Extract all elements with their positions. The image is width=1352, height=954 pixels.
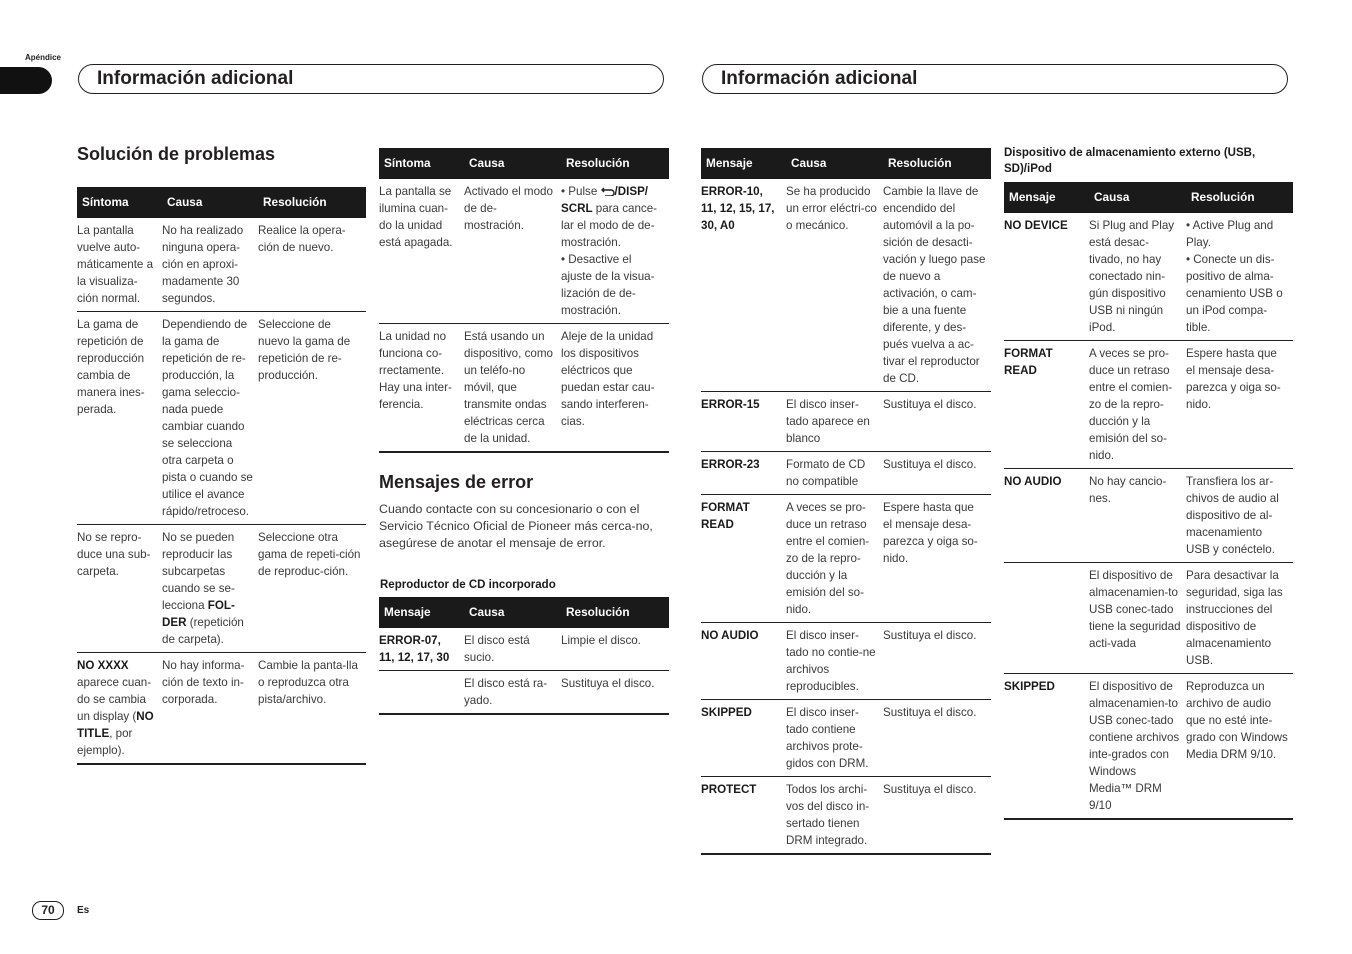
cause-cell: Se ha producido un error eléctri-co o mecánico.	[786, 185, 877, 232]
cd-errors-table-wrap	[379, 597, 669, 715]
table-row	[1004, 341, 1293, 469]
table-header-row	[379, 148, 669, 179]
table-header-row	[379, 597, 669, 628]
table-row	[1004, 674, 1293, 820]
caption-text: incorporado	[485, 579, 556, 591]
table-row	[77, 525, 366, 653]
column-header: Mensaje	[701, 148, 786, 179]
resolution-text: • Pulse	[561, 185, 601, 198]
table-row	[379, 324, 669, 453]
cause-cell: El disco inser-tado contiene archivos prote-gidos con DRM.	[786, 706, 869, 770]
back-icon	[601, 187, 615, 196]
resolution-cell: Sustituya el disco.	[561, 677, 655, 690]
right-section-title: Información adicional	[702, 64, 1288, 94]
table-row	[1004, 469, 1293, 563]
cause-cell: El disco está ra-yado.	[464, 677, 548, 707]
column-header: Síntoma	[77, 187, 162, 218]
message-cell: ERROR-07, 11, 12, 17, 30	[379, 634, 450, 664]
column-header: Resolución	[883, 148, 991, 179]
resolution-cell: Cambie la panta-lla o reproduzca otra pista/archivo.	[258, 659, 358, 706]
message-cell: NO DEVICE	[1004, 219, 1068, 232]
cause-cell: A veces se pro-duce un retraso entre el comien-zo de la repro-ducción y la emisión del so-nido.	[1089, 347, 1173, 462]
resolution-cell: Sustituya el disco.	[883, 706, 977, 719]
troubleshooting-table	[77, 187, 366, 765]
resolution-cell	[561, 179, 669, 324]
cause-cell: El dispositivo de almacenamien-to USB conec-tado tiene la seguridad acti-vada	[1089, 569, 1181, 650]
table-row	[701, 777, 991, 855]
table-row	[77, 218, 366, 312]
cause-cell: El disco inser-tado aparece en blanco	[786, 398, 870, 445]
message-cell: NO AUDIO	[1004, 475, 1062, 488]
troubleshooting-table-2-wrap	[379, 148, 669, 453]
language-label: Es	[77, 905, 90, 916]
column-header: Resolución	[561, 148, 669, 179]
cause-cell: El disco inser-tado no contie-ne archivos reproducibles.	[786, 629, 876, 693]
message-cell: ERROR-23	[701, 458, 760, 471]
column-header: Resolución	[258, 187, 366, 218]
cd-player-caption	[380, 577, 556, 593]
table-row	[701, 495, 991, 623]
resolution-cell: Aleje de la unidad los dispositivos eléctricos que puedan estar cau-sando interferen-cias.	[561, 330, 655, 428]
cause-cell: El disco está sucio.	[464, 628, 561, 671]
column-header: Mensaje	[379, 597, 464, 628]
resolution-cell: Realice la opera-ción de nuevo.	[258, 224, 346, 254]
table-row	[1004, 213, 1293, 341]
cause-cell: No hay informa-ción de texto in-corporada.	[162, 659, 245, 706]
table-row	[77, 653, 366, 765]
troubleshooting-table-wrap	[77, 187, 366, 765]
table-row	[701, 623, 991, 700]
table-header-row	[77, 187, 366, 218]
cause-cell: Todos los archi-vos del disco in-sertado tienen DRM integrado.	[786, 783, 870, 847]
symptom-cell: La pantalla vuelve auto-máticamente a la visualiza-ción normal.	[77, 224, 154, 305]
table-row	[77, 312, 366, 525]
table-header-row	[701, 148, 991, 179]
resolution-cell: Sustituya el disco.	[883, 783, 977, 796]
cause-cell: Está usando un dispositivo, como un teléfo-no móvil, que transmite ondas eléctricas cerca de la unidad.	[464, 330, 553, 445]
message-cell: SKIPPED	[1004, 680, 1055, 693]
column-header: Mensaje	[1004, 182, 1089, 213]
resolution-cell: Sustituya el disco.	[883, 629, 977, 642]
cause-text: No se pueden reproducir las subcarpetas cuando se se-lecciona	[162, 531, 235, 612]
cause-cell	[162, 525, 258, 653]
cause-cell: No hay cancio-nes.	[1089, 469, 1186, 563]
resolution-cell: Sustituya el disco.	[883, 398, 977, 411]
usb-ipod-caption: Dispositivo de almacenamiento externo (USB, SD)/iPod	[1004, 147, 1256, 175]
resolution-cell: Seleccione otra gama de repeti-ción de reproduc-ción.	[258, 531, 361, 578]
column-header: Causa	[1089, 182, 1186, 213]
cd-errors-continued-wrap	[701, 148, 991, 855]
column-header: Causa	[162, 187, 258, 218]
cause-cell: A veces se pro-duce un retraso entre el comien-zo de la repro-ducción y la emisión del so-nido.	[786, 501, 870, 616]
symptom-cell: No se repro-duce una sub-carpeta.	[77, 531, 151, 578]
message-cell: FORMAT READ	[701, 501, 750, 531]
resolution-cell: Cambie la llave de encendido del automóvil a la po-sición de desacti-vación y luego pase de nuevo a activación, o cam-bie a una fuente diferente, y des-pués vuelva a ac-tivar el reproductor de CD.	[883, 185, 986, 385]
column-header: Causa	[464, 597, 561, 628]
message-label: NO XXXX	[77, 659, 129, 672]
cause-cell: Dependiendo de la gama de repetición de re-producción, la gama seleccio-nada puede cambiar cuando se selecciona otra carpeta o pista o cuando se utilice el avance rápido/retroceso.	[162, 318, 253, 518]
symptom-cell: La pantalla se ilumina cuan-do la unidad está apagada.	[379, 185, 453, 249]
resolution-cell: Limpie el disco.	[561, 628, 669, 671]
symptom-cell	[77, 653, 162, 765]
folder-mode-label: FOL-DER	[162, 599, 235, 629]
resolution-cell: • Active Plug and Play. • Conecte un dis-positivo de alma-cenamiento USB o un iPod compa-tible.	[1186, 219, 1283, 334]
message-cell: ERROR-10, 11, 12, 15, 17, 30, A0	[701, 185, 775, 232]
resolution-text: para cance-lar el modo de de-mostración.	[561, 202, 658, 249]
column-header: Causa	[786, 148, 883, 179]
usb-errors-table	[1004, 182, 1293, 820]
message-cell: SKIPPED	[701, 706, 752, 719]
troubleshooting-table-2	[379, 148, 669, 453]
cause-text: (repetición de carpeta).	[162, 616, 244, 646]
cause-cell: No ha realizado ninguna opera-ción en aproxi-madamente 30 segundos.	[162, 224, 244, 305]
message-cell	[1004, 563, 1089, 674]
table-row	[701, 392, 991, 452]
caption-text: CD	[468, 579, 486, 591]
message-cell: NO AUDIO	[701, 629, 759, 642]
cause-cell: Formato de CD no compatible	[786, 458, 866, 488]
cause-cell: Activado el modo de de-mostración.	[464, 185, 553, 232]
table-row	[701, 179, 991, 392]
column-header: Resolución	[561, 597, 669, 628]
column-header: Síntoma	[379, 148, 464, 179]
table-header-row	[1004, 182, 1293, 213]
disp-scrl-label: /DISP/ SCRL	[561, 185, 649, 215]
table-row	[379, 671, 669, 715]
message-cell: FORMAT READ	[1004, 347, 1053, 377]
table-row	[379, 628, 669, 671]
resolution-cell: Reproduzca un archivo de audio que no esté inte-grado con Windows Media DRM 9/10.	[1186, 680, 1288, 761]
left-section-title: Información adicional	[78, 64, 664, 94]
resolution-cell: Espere hasta que el mensaje desa-parezca y oiga so-nido.	[1186, 347, 1281, 411]
symptom-text: aparece cuan-do se cambia un display (	[77, 676, 152, 723]
message-cell	[379, 671, 464, 715]
resolution-cell: Sustituya el disco.	[883, 458, 977, 471]
table-row	[701, 452, 991, 495]
message-cell: ERROR-15	[701, 398, 760, 411]
symptom-cell: La unidad no funciona co-rrectamente. Hay una inter-ferencia.	[379, 330, 452, 411]
appendix-label: Apéndice	[25, 53, 62, 62]
message-label: NO TITLE	[77, 710, 154, 740]
message-cell: PROTECT	[701, 783, 757, 796]
cd-errors-table	[379, 597, 669, 715]
cd-errors-continued-table	[701, 148, 991, 855]
resolution-cell: Seleccione de nuevo la gama de repetición de re-producción.	[258, 318, 351, 382]
symptom-cell: La gama de repetición de reproducción cambia de manera ines-perada.	[77, 318, 145, 416]
column-header: Causa	[464, 148, 561, 179]
resolution-cell: Transfiera los ar-chivos de audio al dispositivo de al-macenamiento USB y conéctelo.	[1186, 469, 1293, 563]
table-row	[1004, 563, 1293, 674]
section-tab-marker	[0, 67, 52, 94]
table-row	[379, 179, 669, 324]
resolution-text: • Desactive el ajuste de la visua-lización de de-mostración.	[561, 253, 655, 317]
error-messages-intro: Cuando contacte con su concesionario o con el Servicio Técnico Oficial de Pioneer más cerca-no, asegúrese de anotar el mensaje de error.	[379, 502, 653, 550]
cause-cell: Si Plug and Play está desac-tivado, no hay conectado nin-gún dispositivo USB ni ningún iPod.	[1089, 219, 1175, 334]
usb-errors-table-wrap	[1004, 182, 1293, 820]
page-number: 70	[32, 901, 64, 920]
resolution-cell: Para desactivar la seguridad, siga las instrucciones del dispositivo de almacenamiento USB.	[1186, 569, 1283, 667]
symptom-text: , por ejemplo).	[77, 727, 133, 757]
table-row	[701, 700, 991, 777]
troubleshooting-title: Solución de problemas	[77, 144, 276, 164]
cause-cell: El dispositivo de almacenamien-to USB conec-tado contiene archivos inte-grados con Windows Media™ DRM 9/10	[1089, 680, 1180, 812]
column-header: Resolución	[1186, 182, 1293, 213]
error-messages-title: Mensajes de error	[379, 472, 534, 492]
resolution-cell: Espere hasta que el mensaje desa-parezca y oiga so-nido.	[883, 501, 978, 565]
caption-text: Reproductor de	[380, 579, 469, 591]
